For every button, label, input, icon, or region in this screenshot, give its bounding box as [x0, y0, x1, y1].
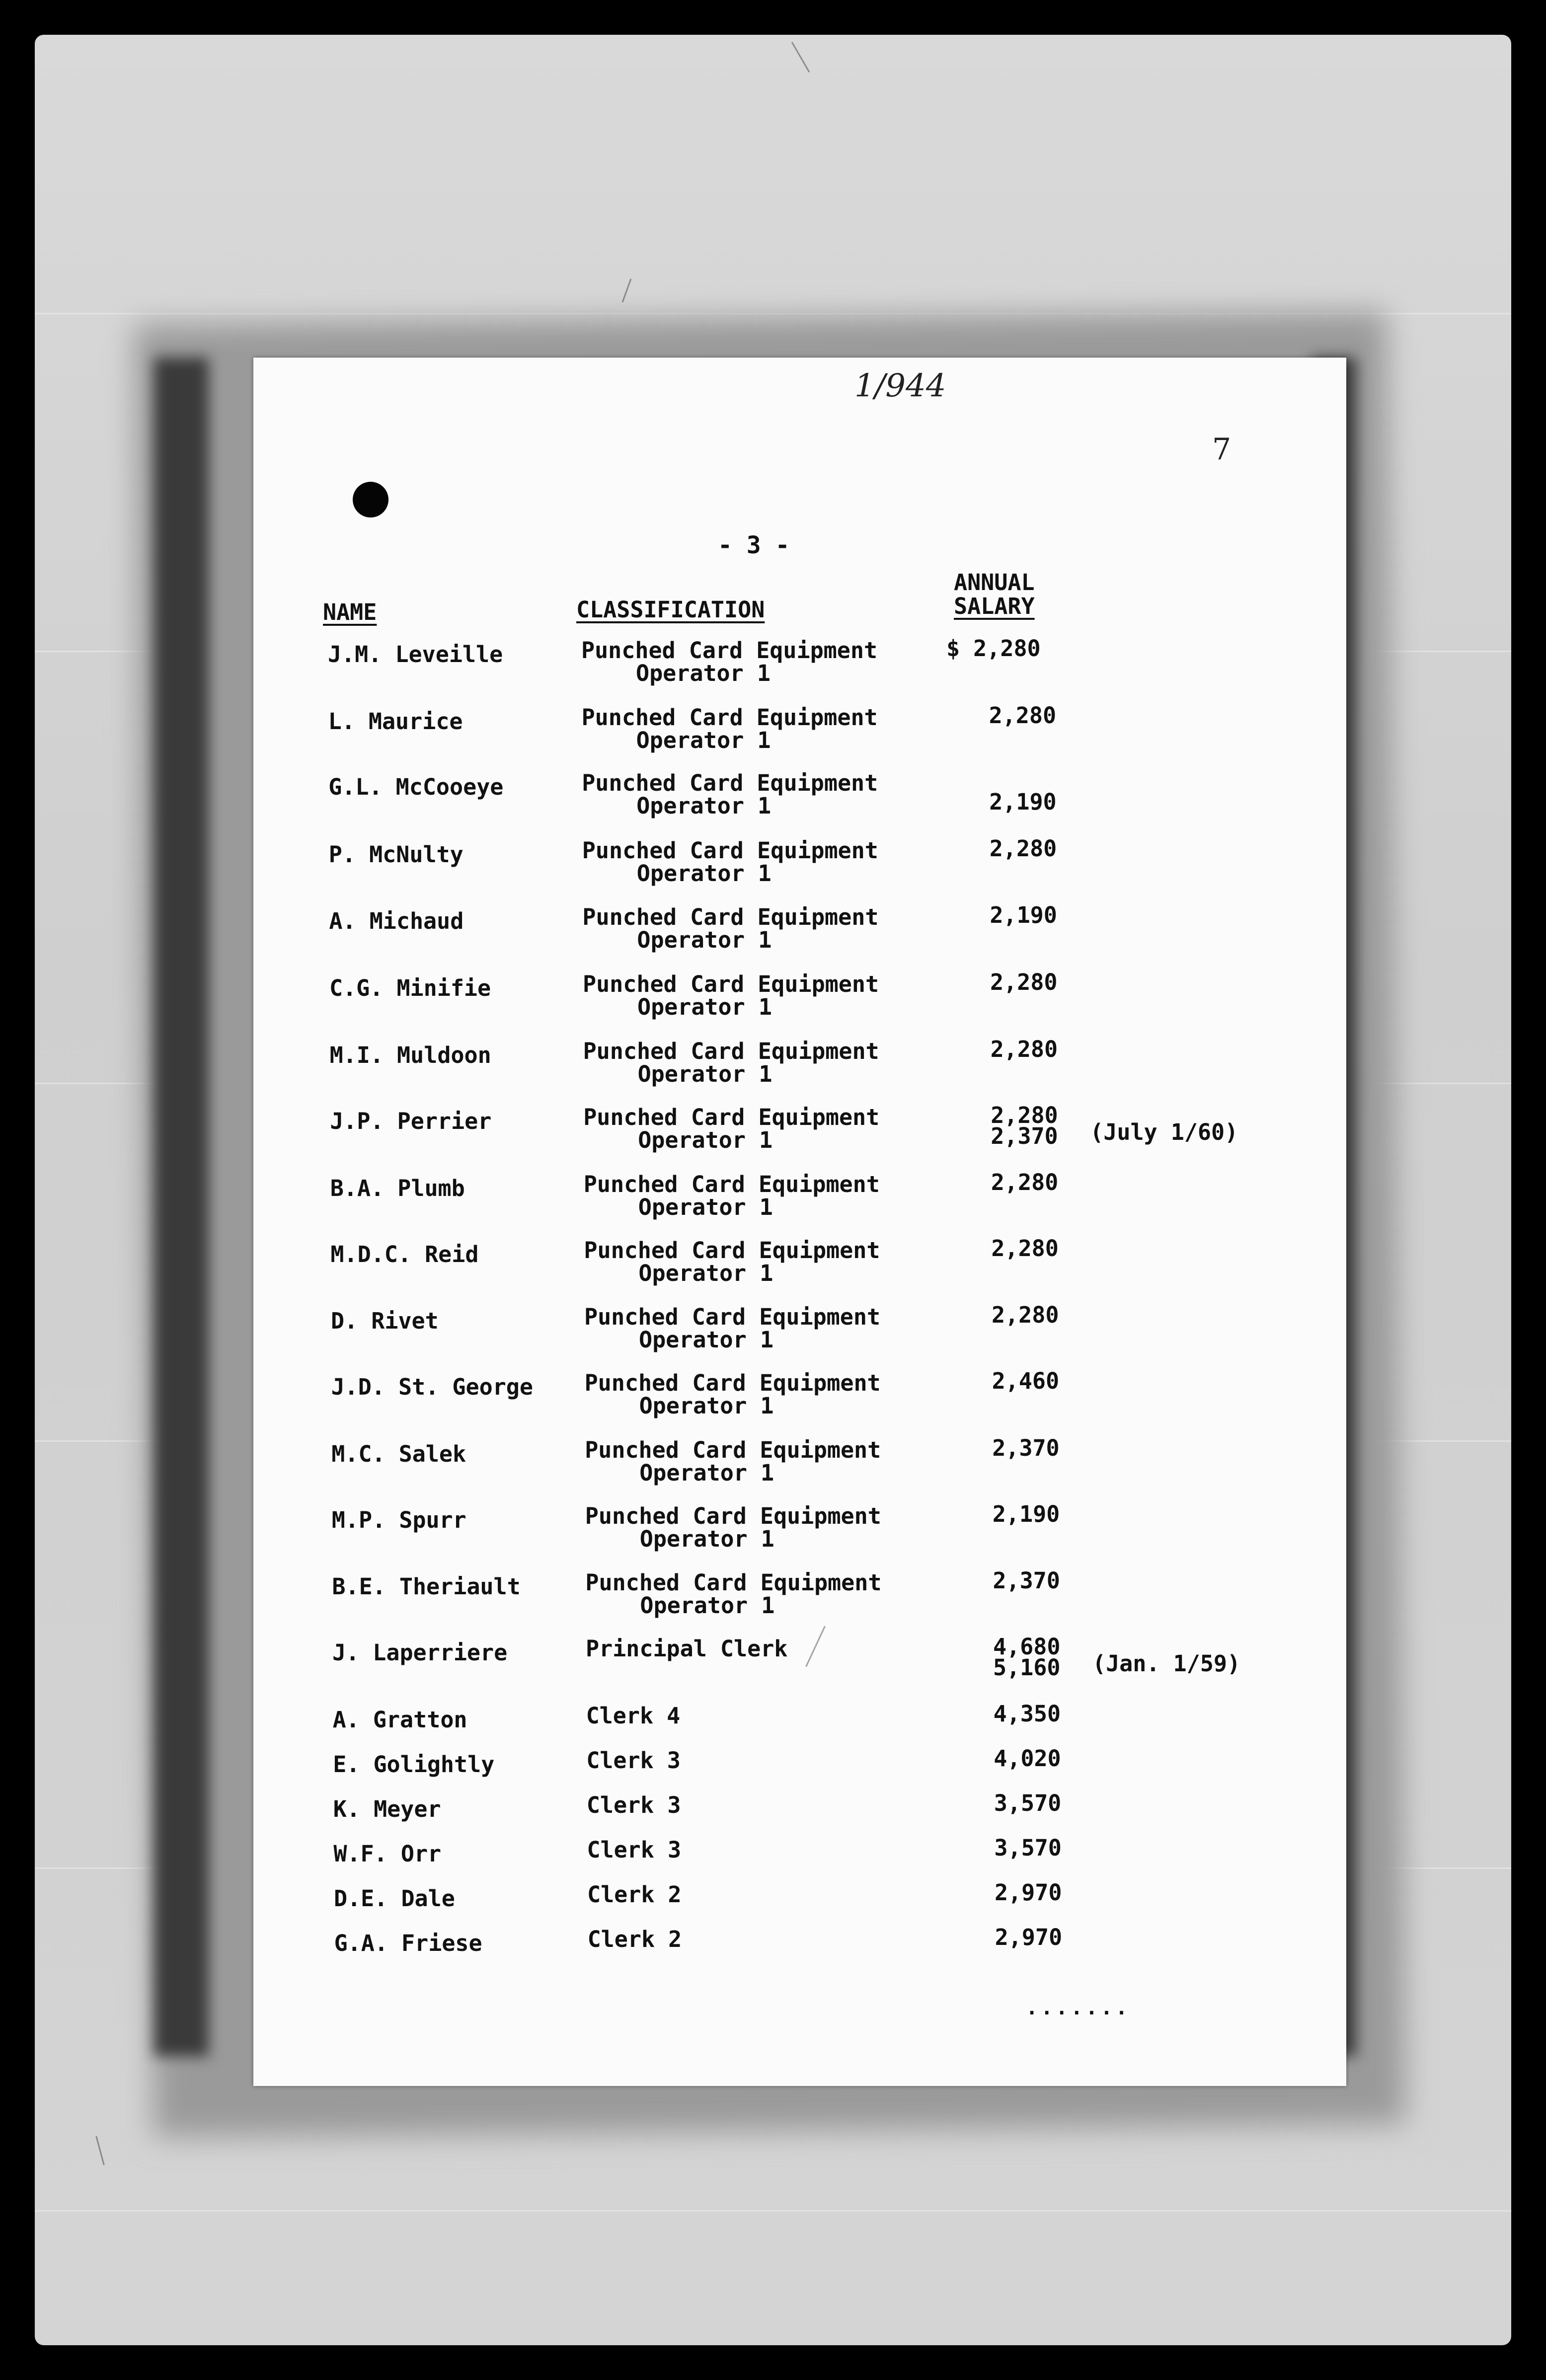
classification-line1: Punched Card Equipment	[584, 1370, 881, 1396]
salary-effective-date-note: (Jan. 1/59)	[1092, 1650, 1241, 1677]
classification-line2: Operator 1	[639, 1393, 774, 1419]
annual-salary: 2,190	[992, 1501, 1060, 1527]
annual-salary: 2,280	[990, 1036, 1058, 1062]
annual-salary: 2,970	[995, 1879, 1062, 1906]
employee-name: P. McNulty	[328, 841, 464, 868]
annual-salary: 2,370	[992, 1435, 1060, 1461]
header-salary-line2: SALARY	[954, 593, 1035, 619]
classification-line1: Clerk 3	[587, 1837, 682, 1863]
classification-line1: Clerk 4	[586, 1703, 681, 1729]
classification-line2: Operator 1	[636, 793, 772, 819]
classification-line1: Punched Card Equipment	[585, 1569, 882, 1596]
annual-salary: 4,020	[994, 1745, 1061, 1772]
classification-line1: Punched Card Equipment	[585, 1503, 881, 1529]
classification-line2: Operator 1	[638, 1260, 773, 1286]
annual-salary: 2,280	[991, 1169, 1059, 1195]
classification-line1: Punched Card Equipment	[584, 1304, 881, 1330]
employee-name: K. Meyer	[333, 1796, 441, 1822]
classification-line1: Punched Card Equipment	[582, 904, 879, 930]
revised-salary: 2,190	[989, 789, 1057, 815]
classification-line1: Punched Card Equipment	[583, 1104, 880, 1130]
classification-line2: Operator 1	[637, 994, 772, 1020]
employee-name: W.F. Orr	[333, 1841, 442, 1867]
header-name: NAME	[323, 599, 377, 625]
employee-name: A. Gratton	[332, 1707, 467, 1733]
employee-name: A. Michaud	[329, 908, 464, 934]
annual-salary: 2,280	[989, 835, 1057, 862]
document-page	[253, 358, 1346, 2086]
employee-name: D. Rivet	[331, 1308, 439, 1334]
classification-line1: Principal Clerk	[586, 1636, 788, 1662]
salary-effective-date-note: (July 1/60)	[1090, 1119, 1238, 1145]
archive-handwritten-note: 1/944	[854, 368, 946, 404]
header-classification: CLASSIFICATION	[576, 596, 765, 623]
annual-salary: 3,570	[994, 1835, 1062, 1861]
employee-name: B.A. Plumb	[330, 1175, 465, 1201]
employee-name: D.E. Dale	[334, 1885, 455, 1912]
classification-line2: Operator 1	[637, 927, 772, 953]
classification-line1: Punched Card Equipment	[582, 770, 878, 796]
annual-salary: 3,570	[994, 1790, 1062, 1816]
employee-name: E. Golightly	[333, 1751, 495, 1778]
annual-salary: 4,680	[993, 1634, 1061, 1660]
annual-salary: 2,970	[995, 1924, 1063, 1950]
classification-line2: Operator 1	[639, 1327, 773, 1353]
classification-line2: Operator 1	[639, 1526, 774, 1552]
employee-name: J.M. Leveille	[328, 641, 503, 668]
classification-line2: Operator 1	[637, 1061, 773, 1087]
employee-name: M.P. Spurr	[331, 1507, 466, 1533]
classification-line2: Operator 1	[640, 1592, 775, 1619]
classification-line1: Clerk 3	[586, 1747, 681, 1774]
revised-salary: 2,370	[991, 1123, 1058, 1149]
corner-mark: 7	[1212, 432, 1232, 467]
classification-line2: Operator 1	[636, 860, 772, 887]
punch-hole	[353, 482, 388, 518]
annual-salary: 2,280	[991, 1235, 1059, 1262]
employee-name: C.G. Minifie	[329, 975, 491, 1001]
annual-salary: 2,190	[990, 902, 1057, 928]
annual-salary: 2,280	[991, 1102, 1058, 1128]
classification-line2: Operator 1	[636, 727, 771, 753]
classification-line1: Punched Card Equipment	[583, 1038, 879, 1064]
classification-line1: Clerk 2	[587, 1926, 682, 1952]
classification-line1: Punched Card Equipment	[582, 837, 878, 864]
employee-name: M.D.C. Reid	[330, 1241, 479, 1267]
employee-name: J.D. St. George	[331, 1374, 533, 1400]
continuation-dots: .......	[1026, 1997, 1131, 2019]
employee-name: B.E. Theriault	[332, 1573, 521, 1600]
annual-salary: 2,460	[992, 1368, 1060, 1394]
employee-name: J.P. Perrier	[330, 1108, 492, 1134]
classification-line1: Punched Card Equipment	[583, 971, 879, 997]
classification-line2: Operator 1	[638, 1194, 773, 1220]
employee-name: M.I. Muldoon	[329, 1042, 491, 1068]
annual-salary: 2,280	[992, 1302, 1059, 1328]
classification-line1: Clerk 3	[586, 1792, 681, 1818]
classification-line2: Operator 1	[638, 1127, 773, 1153]
classification-line1: Punched Card Equipment	[584, 1237, 880, 1264]
annual-salary: 2,280	[990, 969, 1058, 995]
left-edge-shadow	[154, 358, 209, 2056]
classification-line2: Operator 1	[636, 660, 771, 686]
employee-name: G.L. McCooeye	[328, 774, 504, 800]
page-number: - 3 -	[718, 531, 790, 559]
annual-salary: $ 2,280	[946, 635, 1041, 662]
classification-line1: Punched Card Equipment	[583, 1171, 880, 1197]
classification-line2: Operator 1	[639, 1460, 774, 1486]
employee-name: J. Laperriere	[332, 1639, 508, 1666]
employee-name: M.C. Salek	[331, 1441, 466, 1467]
annual-salary: 4,350	[993, 1701, 1061, 1727]
annual-salary: 2,370	[993, 1567, 1060, 1594]
classification-line1: Punched Card Equipment	[581, 704, 878, 731]
classification-line1: Clerk 2	[587, 1881, 682, 1908]
employee-name: G.A. Friese	[334, 1930, 482, 1956]
annual-salary: 2,280	[989, 702, 1057, 729]
header-salary-line1: ANNUAL	[954, 569, 1035, 595]
classification-line1: Punched Card Equipment	[585, 1437, 881, 1463]
classification-line1: Punched Card Equipment	[581, 637, 878, 664]
revised-salary: 5,160	[993, 1654, 1061, 1681]
employee-name: L. Maurice	[328, 708, 463, 735]
